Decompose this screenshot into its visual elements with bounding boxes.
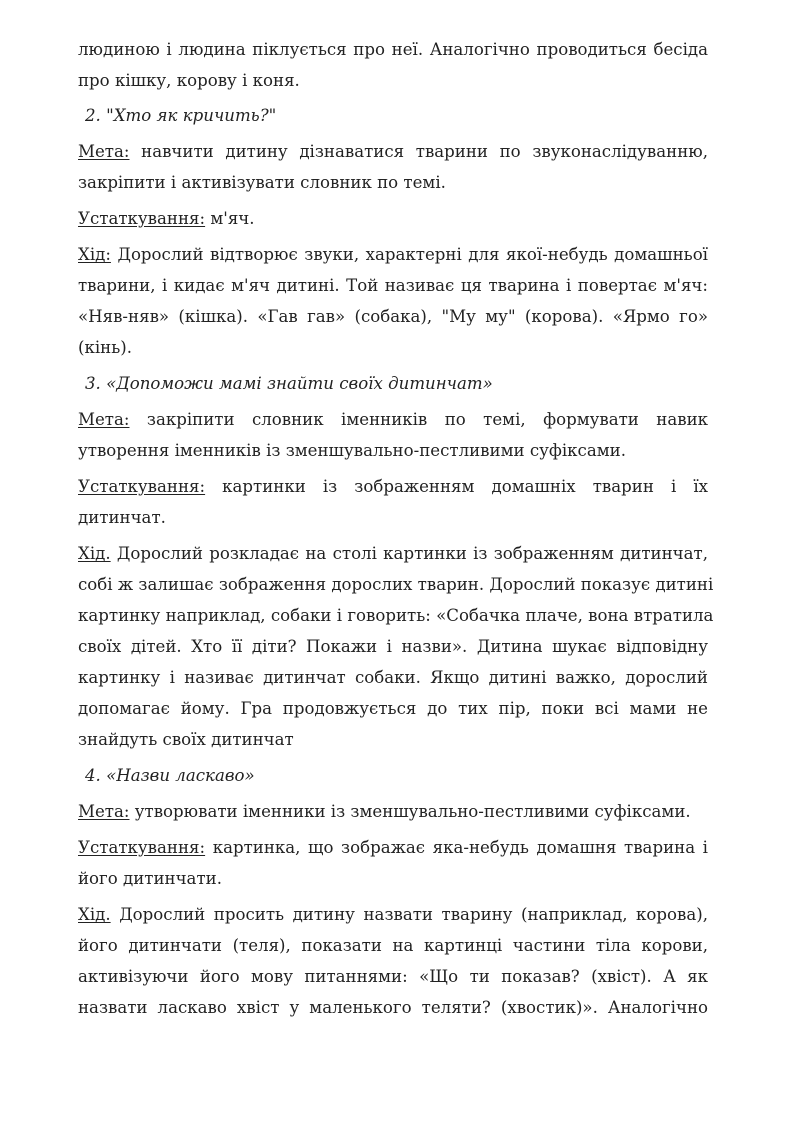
equipment-text: м'яч.	[210, 209, 255, 228]
goal-text: утворювати іменники із зменшувально-пестливими суфіксами.	[134, 802, 691, 821]
text-line: людиною і людина піклується про неї. Аналогічно проводиться бесіда	[78, 40, 708, 59]
text-line: про кішку, корову і коня.	[78, 71, 300, 90]
process-text: Дорослий відтворює звуки, характерні для якої-небудь домашньої	[117, 245, 708, 264]
process-label: Хід:	[78, 245, 111, 264]
text-line: дитинчат.	[78, 508, 166, 527]
goal-paragraph	[78, 796, 708, 827]
text-line: активізуючи його мову питаннями: «Що ти показав? (хвіст). А як	[78, 967, 708, 986]
equipment-text: картинки із зображенням домашніх тварин і їх	[222, 477, 708, 496]
text-line: (кінь).	[78, 338, 132, 357]
goal-label: Мета:	[78, 142, 130, 161]
process-text: Дорослий просить дитину назвати тварину (наприклад, корова),	[119, 905, 708, 924]
goal-paragraph	[78, 404, 708, 466]
equipment-text: картинка, що зображає яка-небудь домашня тварина і	[212, 838, 708, 857]
equipment-label: Устаткування:	[78, 838, 206, 857]
process-paragraph	[78, 239, 708, 363]
text-line: закріпити і активізувати словник по темі.	[78, 173, 446, 192]
text-line	[78, 404, 708, 435]
equipment-label: Устаткування:	[78, 477, 206, 496]
process-paragraph	[78, 899, 708, 1023]
process-text: Дорослий розкладає на столі картинки із зображенням дитинчат,	[116, 544, 708, 563]
intro-paragraph	[78, 34, 708, 96]
text-line	[78, 239, 708, 270]
text-line: картинку і називає дитинчат собаки. Якщо дитині важко, дорослий	[78, 668, 708, 687]
goal-paragraph	[78, 136, 708, 198]
text-line: тварини, і кидає м'яч дитині. Той називає ця тварина і повертає м'яч:	[78, 276, 708, 295]
text-line	[78, 899, 708, 930]
text-line: його дитинчати (теля), показати на картинці частини тіла корови,	[78, 936, 708, 955]
text-line: назвати ласкаво хвіст у маленького теляти? (хвостик)». Аналогічно	[78, 998, 708, 1017]
text-line	[78, 136, 708, 167]
text-line: утворення іменників із зменшувально-пестливими суфіксами.	[78, 441, 626, 460]
equipment-paragraph	[78, 832, 708, 894]
text-line	[78, 203, 708, 234]
text-line	[78, 796, 708, 827]
document-page	[78, 34, 714, 1028]
equipment-label: Устаткування:	[78, 209, 206, 228]
text-line: своїх дітей. Хто її діти? Покажи і назви». Дитина шукає відповідну	[78, 637, 708, 656]
text-line: знайдуть своїх дитинчат	[78, 730, 294, 749]
process-label: Хід.	[78, 905, 111, 924]
text-line: собі ж залишає зображення дорослих тварин. Дорослий показує дитині	[78, 575, 714, 594]
text-line	[78, 471, 708, 502]
process-label: Хід.	[78, 544, 111, 563]
goal-text: закріпити словник іменників по темі, формувати навик	[146, 410, 709, 429]
text-line	[78, 832, 708, 863]
goal-label: Мета:	[78, 802, 130, 821]
text-line: «Няв-няв» (кішка). «Гав гав» (собака), "Му му" (корова). «Ярмо го»	[78, 307, 708, 326]
equipment-paragraph	[78, 471, 708, 533]
goal-label: Мета:	[78, 410, 130, 429]
text-line: його дитинчати.	[78, 869, 222, 888]
process-paragraph	[78, 538, 714, 755]
game-heading: 4. «Назви ласкаво»	[85, 766, 255, 785]
goal-text: навчити дитину дізнаватися тварини по звуконаслідуванню,	[141, 142, 708, 161]
text-line: допомагає йому. Гра продовжується до тих пір, поки всі мами не	[78, 699, 708, 718]
text-line: картинку наприклад, собаки і говорить: «Собачка плаче, вона втратила	[78, 606, 714, 625]
game-heading: 2. "Хто як кричить?"	[85, 106, 277, 125]
game-heading: 3. «Допоможи мамі знайти своїх дитинчат»	[85, 374, 493, 393]
equipment-paragraph	[78, 203, 708, 234]
text-line	[78, 538, 708, 569]
